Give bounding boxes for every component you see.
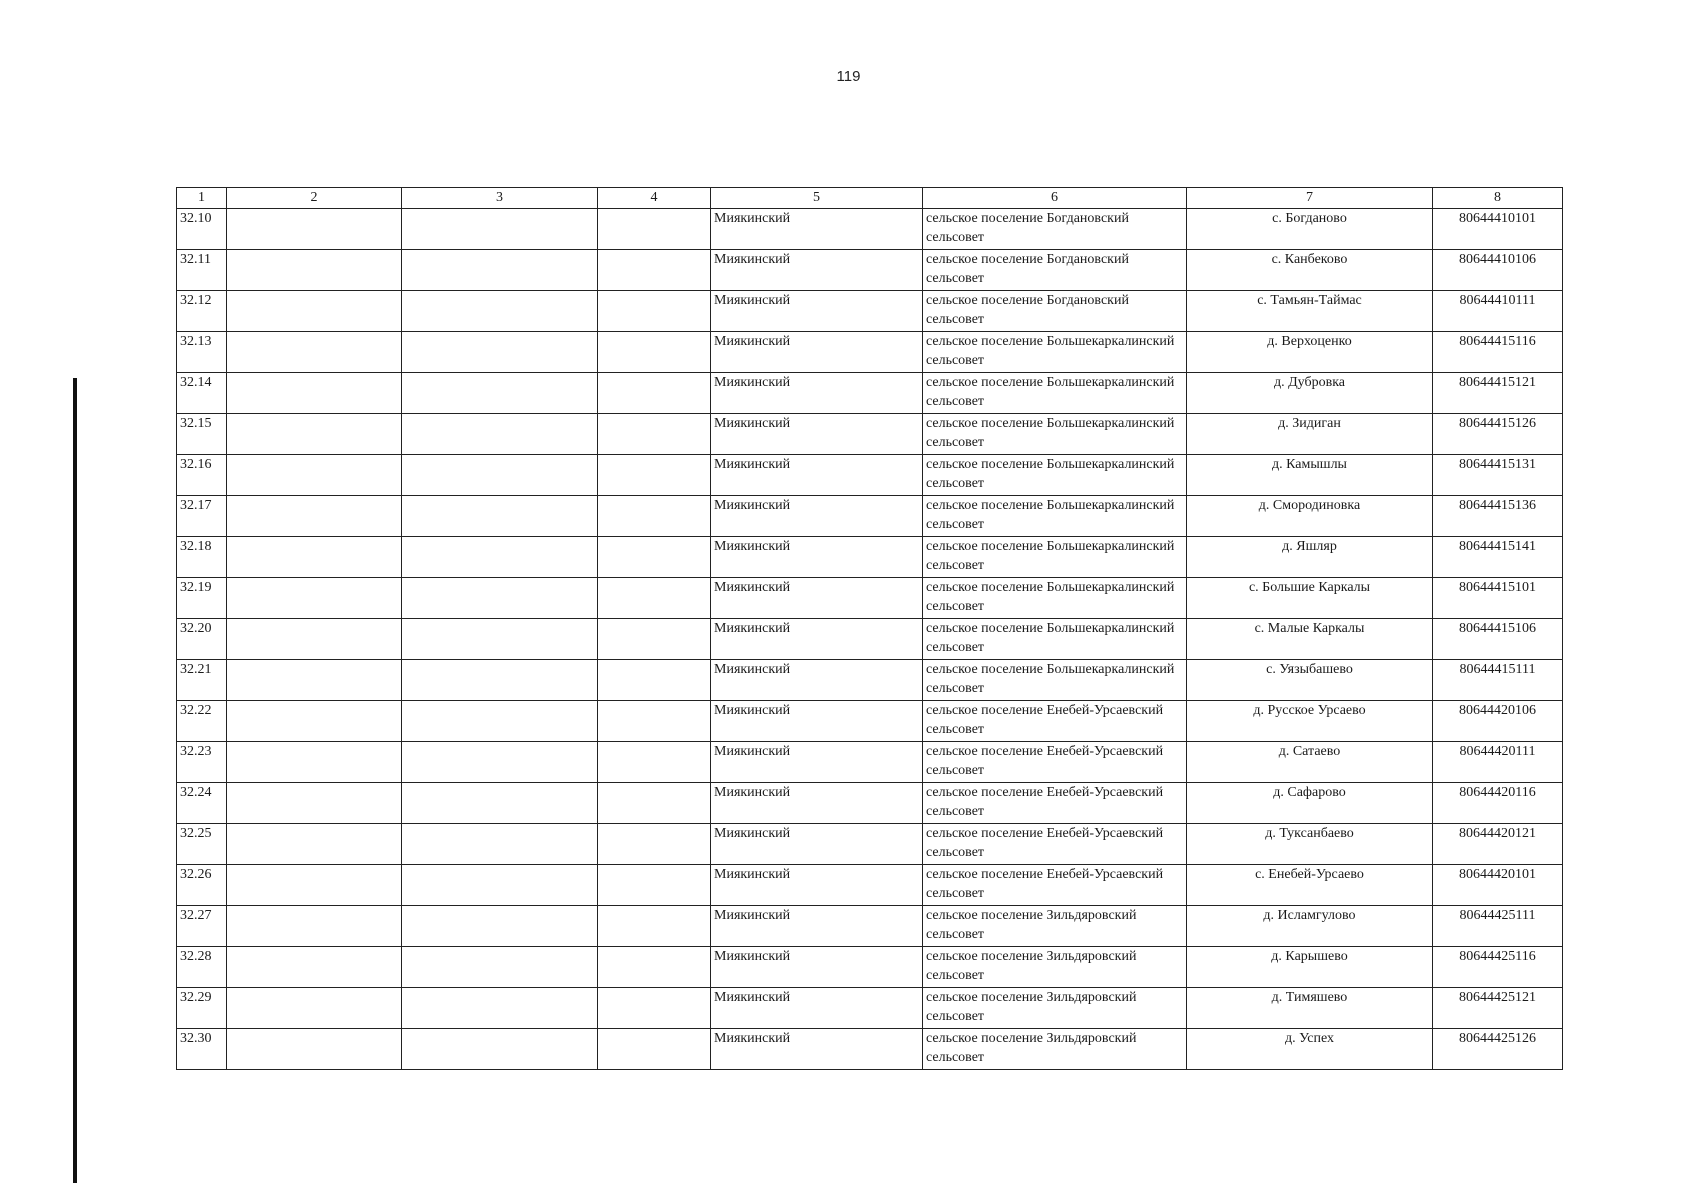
- col2-cell: [227, 414, 402, 455]
- settlement-cell: сельское поселение Большекаркалинский сельсовет: [923, 660, 1187, 701]
- col3-cell: [402, 865, 598, 906]
- header-col-5: 5: [711, 188, 923, 209]
- table-row: [177, 947, 1563, 988]
- oktmo-code-cell: 80644425121: [1433, 988, 1563, 1029]
- locality-cell: д. Сатаево: [1187, 742, 1433, 783]
- oktmo-code-cell: 80644425116: [1433, 947, 1563, 988]
- register-table: [176, 187, 1563, 1070]
- settlement-cell: сельское поселение Большекаркалинский сельсовет: [923, 455, 1187, 496]
- row-number-cell: 32.15: [177, 414, 227, 455]
- col4-cell: [598, 865, 711, 906]
- col3-cell: [402, 660, 598, 701]
- district-cell: Миякинский: [711, 537, 923, 578]
- col3-cell: [402, 947, 598, 988]
- col3-cell: [402, 1029, 598, 1070]
- col4-cell: [598, 742, 711, 783]
- col3-cell: [402, 701, 598, 742]
- locality-cell: д. Камышлы: [1187, 455, 1433, 496]
- locality-cell: д. Верхоценко: [1187, 332, 1433, 373]
- settlement-cell: сельское поселение Енебей-Урсаевский сельсовет: [923, 865, 1187, 906]
- table-row: [177, 496, 1563, 537]
- row-number-cell: 32.12: [177, 291, 227, 332]
- col2-cell: [227, 1029, 402, 1070]
- settlement-cell: сельское поселение Зильдяровский сельсовет: [923, 947, 1187, 988]
- oktmo-code-cell: 80644410111: [1433, 291, 1563, 332]
- col3-cell: [402, 291, 598, 332]
- locality-cell: д. Исламгулово: [1187, 906, 1433, 947]
- row-number-cell: 32.25: [177, 824, 227, 865]
- locality-cell: д. Тимяшево: [1187, 988, 1433, 1029]
- settlement-cell: сельское поселение Большекаркалинский сельсовет: [923, 373, 1187, 414]
- header-row: [177, 188, 1563, 209]
- col4-cell: [598, 250, 711, 291]
- district-cell: Миякинский: [711, 291, 923, 332]
- locality-cell: д. Дубровка: [1187, 373, 1433, 414]
- table-row: [177, 455, 1563, 496]
- oktmo-code-cell: 80644415131: [1433, 455, 1563, 496]
- row-number-cell: 32.28: [177, 947, 227, 988]
- oktmo-code-cell: 80644425111: [1433, 906, 1563, 947]
- row-number-cell: 32.19: [177, 578, 227, 619]
- col4-cell: [598, 373, 711, 414]
- col3-cell: [402, 619, 598, 660]
- table-row: [177, 988, 1563, 1029]
- col4-cell: [598, 619, 711, 660]
- settlement-cell: сельское поселение Богдановский сельсовет: [923, 250, 1187, 291]
- row-number-cell: 32.13: [177, 332, 227, 373]
- col2-cell: [227, 906, 402, 947]
- locality-cell: с. Малые Каркалы: [1187, 619, 1433, 660]
- district-cell: Миякинский: [711, 660, 923, 701]
- locality-cell: д. Яшляр: [1187, 537, 1433, 578]
- col2-cell: [227, 578, 402, 619]
- table-row: [177, 619, 1563, 660]
- table-body: [177, 209, 1563, 1070]
- table-row: [177, 250, 1563, 291]
- col2-cell: [227, 947, 402, 988]
- table-row: [177, 701, 1563, 742]
- col3-cell: [402, 250, 598, 291]
- locality-cell: д. Успех: [1187, 1029, 1433, 1070]
- col3-cell: [402, 742, 598, 783]
- row-number-cell: 32.22: [177, 701, 227, 742]
- district-cell: Миякинский: [711, 865, 923, 906]
- col2-cell: [227, 537, 402, 578]
- locality-cell: с. Канбеково: [1187, 250, 1433, 291]
- locality-cell: с. Богданово: [1187, 209, 1433, 250]
- col2-cell: [227, 496, 402, 537]
- col2-cell: [227, 373, 402, 414]
- settlement-cell: сельское поселение Большекаркалинский сельсовет: [923, 496, 1187, 537]
- locality-cell: с. Уязыбашево: [1187, 660, 1433, 701]
- table-row: [177, 824, 1563, 865]
- district-cell: Миякинский: [711, 988, 923, 1029]
- locality-cell: д. Сафарово: [1187, 783, 1433, 824]
- page-number: 119: [836, 68, 861, 85]
- col3-cell: [402, 824, 598, 865]
- col4-cell: [598, 414, 711, 455]
- col4-cell: [598, 1029, 711, 1070]
- table-row: [177, 865, 1563, 906]
- settlement-cell: сельское поселение Зильдяровский сельсовет: [923, 906, 1187, 947]
- row-number-cell: 32.10: [177, 209, 227, 250]
- col4-cell: [598, 537, 711, 578]
- header-col-6: 6: [923, 188, 1187, 209]
- table-row: [177, 578, 1563, 619]
- col3-cell: [402, 332, 598, 373]
- district-cell: Миякинский: [711, 373, 923, 414]
- header-col-7: 7: [1187, 188, 1433, 209]
- row-number-cell: 32.20: [177, 619, 227, 660]
- header-col-8: 8: [1433, 188, 1563, 209]
- oktmo-code-cell: 80644415106: [1433, 619, 1563, 660]
- district-cell: Миякинский: [711, 824, 923, 865]
- district-cell: Миякинский: [711, 414, 923, 455]
- settlement-cell: сельское поселение Богдановский сельсовет: [923, 291, 1187, 332]
- col3-cell: [402, 373, 598, 414]
- locality-cell: с. Большие Каркалы: [1187, 578, 1433, 619]
- col4-cell: [598, 209, 711, 250]
- table-row: [177, 906, 1563, 947]
- col2-cell: [227, 250, 402, 291]
- table-row: [177, 373, 1563, 414]
- oktmo-code-cell: 80644410101: [1433, 209, 1563, 250]
- col4-cell: [598, 455, 711, 496]
- district-cell: Миякинский: [711, 701, 923, 742]
- district-cell: Миякинский: [711, 209, 923, 250]
- row-number-cell: 32.18: [177, 537, 227, 578]
- col2-cell: [227, 865, 402, 906]
- col4-cell: [598, 660, 711, 701]
- oktmo-code-cell: 80644420116: [1433, 783, 1563, 824]
- row-number-cell: 32.23: [177, 742, 227, 783]
- col3-cell: [402, 496, 598, 537]
- col4-cell: [598, 291, 711, 332]
- col2-cell: [227, 619, 402, 660]
- district-cell: Миякинский: [711, 742, 923, 783]
- col2-cell: [227, 660, 402, 701]
- header-col-3: 3: [402, 188, 598, 209]
- col2-cell: [227, 209, 402, 250]
- row-number-cell: 32.14: [177, 373, 227, 414]
- district-cell: Миякинский: [711, 783, 923, 824]
- table-row: [177, 291, 1563, 332]
- oktmo-code-cell: 80644425126: [1433, 1029, 1563, 1070]
- col4-cell: [598, 988, 711, 1029]
- row-number-cell: 32.26: [177, 865, 227, 906]
- row-number-cell: 32.30: [177, 1029, 227, 1070]
- locality-cell: с. Енебей-Урсаево: [1187, 865, 1433, 906]
- district-cell: Миякинский: [711, 906, 923, 947]
- locality-cell: д. Туксанбаево: [1187, 824, 1433, 865]
- col4-cell: [598, 332, 711, 373]
- oktmo-code-cell: 80644420101: [1433, 865, 1563, 906]
- district-cell: Миякинский: [711, 578, 923, 619]
- col3-cell: [402, 988, 598, 1029]
- district-cell: Миякинский: [711, 619, 923, 660]
- oktmo-code-cell: 80644415111: [1433, 660, 1563, 701]
- settlement-cell: сельское поселение Енебей-Урсаевский сельсовет: [923, 742, 1187, 783]
- col2-cell: [227, 701, 402, 742]
- row-number-cell: 32.27: [177, 906, 227, 947]
- locality-cell: д. Карышево: [1187, 947, 1433, 988]
- table-row: [177, 332, 1563, 373]
- district-cell: Миякинский: [711, 947, 923, 988]
- col4-cell: [598, 947, 711, 988]
- scan-edge-bar: [73, 378, 77, 1183]
- table-row: [177, 783, 1563, 824]
- col2-cell: [227, 824, 402, 865]
- oktmo-code-cell: 80644415101: [1433, 578, 1563, 619]
- col4-cell: [598, 578, 711, 619]
- col2-cell: [227, 291, 402, 332]
- settlement-cell: сельское поселение Большекаркалинский сельсовет: [923, 332, 1187, 373]
- row-number-cell: 32.17: [177, 496, 227, 537]
- district-cell: Миякинский: [711, 332, 923, 373]
- settlement-cell: сельское поселение Большекаркалинский сельсовет: [923, 619, 1187, 660]
- oktmo-code-cell: 80644415121: [1433, 373, 1563, 414]
- col4-cell: [598, 824, 711, 865]
- locality-cell: с. Тамьян-Таймас: [1187, 291, 1433, 332]
- row-number-cell: 32.16: [177, 455, 227, 496]
- table-header: [177, 188, 1563, 209]
- table-row: [177, 742, 1563, 783]
- oktmo-code-cell: 80644415136: [1433, 496, 1563, 537]
- table-row: [177, 414, 1563, 455]
- oktmo-code-cell: 80644420121: [1433, 824, 1563, 865]
- col3-cell: [402, 455, 598, 496]
- settlement-cell: сельское поселение Енебей-Урсаевский сельсовет: [923, 783, 1187, 824]
- col3-cell: [402, 209, 598, 250]
- locality-cell: д. Смородиновка: [1187, 496, 1433, 537]
- col2-cell: [227, 742, 402, 783]
- settlement-cell: сельское поселение Зильдяровский сельсовет: [923, 988, 1187, 1029]
- settlement-cell: сельское поселение Большекаркалинский сельсовет: [923, 578, 1187, 619]
- header-col-1: 1: [177, 188, 227, 209]
- col4-cell: [598, 906, 711, 947]
- table-row: [177, 1029, 1563, 1070]
- district-cell: Миякинский: [711, 455, 923, 496]
- col4-cell: [598, 496, 711, 537]
- col3-cell: [402, 906, 598, 947]
- col2-cell: [227, 783, 402, 824]
- settlement-cell: сельское поселение Большекаркалинский сельсовет: [923, 537, 1187, 578]
- row-number-cell: 32.11: [177, 250, 227, 291]
- oktmo-code-cell: 80644420111: [1433, 742, 1563, 783]
- oktmo-code-cell: 80644415141: [1433, 537, 1563, 578]
- oktmo-code-cell: 80644415116: [1433, 332, 1563, 373]
- col4-cell: [598, 783, 711, 824]
- district-cell: Миякинский: [711, 496, 923, 537]
- col3-cell: [402, 414, 598, 455]
- table-row: [177, 660, 1563, 701]
- row-number-cell: 32.29: [177, 988, 227, 1029]
- settlement-cell: сельское поселение Большекаркалинский сельсовет: [923, 414, 1187, 455]
- settlement-cell: сельское поселение Енебей-Урсаевский сельсовет: [923, 824, 1187, 865]
- row-number-cell: 32.24: [177, 783, 227, 824]
- oktmo-code-cell: 80644420106: [1433, 701, 1563, 742]
- header-col-2: 2: [227, 188, 402, 209]
- settlement-cell: сельское поселение Богдановский сельсовет: [923, 209, 1187, 250]
- col4-cell: [598, 701, 711, 742]
- col3-cell: [402, 537, 598, 578]
- locality-cell: д. Зидиган: [1187, 414, 1433, 455]
- oktmo-code-cell: 80644410106: [1433, 250, 1563, 291]
- district-cell: Миякинский: [711, 1029, 923, 1070]
- header-col-4: 4: [598, 188, 711, 209]
- settlement-cell: сельское поселение Зильдяровский сельсовет: [923, 1029, 1187, 1070]
- col2-cell: [227, 988, 402, 1029]
- settlement-cell: сельское поселение Енебей-Урсаевский сельсовет: [923, 701, 1187, 742]
- row-number-cell: 32.21: [177, 660, 227, 701]
- locality-cell: д. Русское Урсаево: [1187, 701, 1433, 742]
- col2-cell: [227, 332, 402, 373]
- table-row: [177, 537, 1563, 578]
- col3-cell: [402, 578, 598, 619]
- oktmo-code-cell: 80644415126: [1433, 414, 1563, 455]
- district-cell: Миякинский: [711, 250, 923, 291]
- table-row: [177, 209, 1563, 250]
- col3-cell: [402, 783, 598, 824]
- col2-cell: [227, 455, 402, 496]
